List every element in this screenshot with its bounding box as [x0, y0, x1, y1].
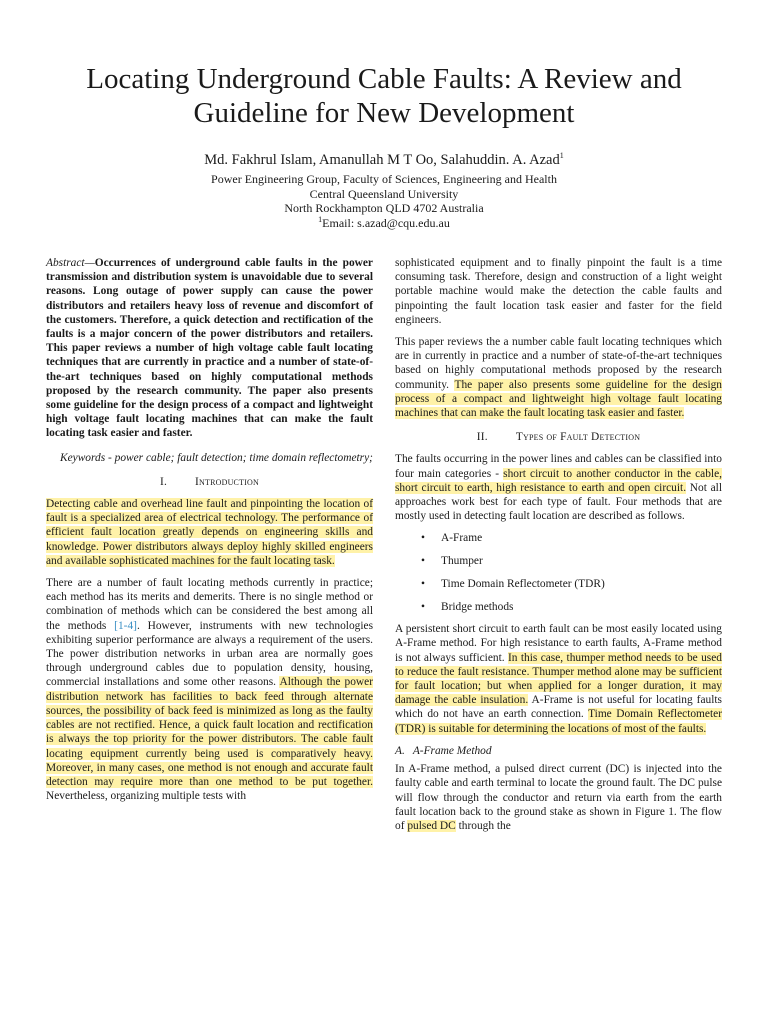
types-paragraph-2 [395, 622, 722, 736]
list-item-text: Time Domain Reflectometer (TDR) [441, 577, 605, 590]
highlighted-text: Detecting cable and overhead line fault and pinpointing the location of fault is a specialized area of electrical technology. The performance of efficient fault location greatly depends on engineering skills and knowledge. Power distributors always deploy highly skilled engineers and available sophisticated machines for the fault locating task. [46, 498, 373, 567]
email-text: Email: s.azad@cqu.edu.au [322, 215, 450, 230]
bullet: • [421, 555, 425, 568]
intro-p4-part-a: This paper reviews the a number cable fault locating techniques which are in currently in practice and a number of state-of-the-art techniques based on highly computational methods proposed by the research community. [395, 336, 722, 391]
section-number: II. [476, 431, 488, 444]
list-item [421, 531, 722, 545]
list-item [421, 600, 722, 614]
intro-p2-part-c: Nevertheless, organizing multiple tests with [46, 790, 247, 803]
subsection-title: A-Frame Method [412, 744, 492, 757]
affiliation-line-3: North Rockhampton QLD 4702 Australia [284, 201, 484, 215]
types-paragraph-1 [395, 452, 722, 523]
intro-paragraph-4 [395, 335, 722, 420]
aframe-paragraph-1 [395, 762, 722, 833]
intro-paragraph-3: sophisticated equipment and to finally pinpoint the fault is a time consuming task. Therefore, design and construction of a light weight portable machine would make the detection the cable faults and pinpointing the fault location task easier and faster for the field engineers. [395, 257, 722, 326]
bullet: • [421, 532, 425, 545]
author-list [0, 151, 768, 169]
types-p2-part-b: A-Frame is not useful for locating faults which do not have an earth connection. [395, 694, 722, 721]
types-p1-part-b: Not all approaches work best for each type of fault. Four methods that are mostly used in detecting fault location are described as follows. [395, 481, 722, 523]
list-item [421, 577, 722, 591]
subsection-heading-aframe [395, 744, 722, 758]
abstract-lead: Abstract— [46, 257, 95, 269]
highlighted-text: pulsed DC [407, 819, 456, 832]
abstract [46, 256, 373, 441]
intro-p2-part-a: There are a number of fault locating methods currently in practice; each method has its merits and demerits. There is no single method or combination of methods which can be considered the best among all the methods [46, 577, 373, 632]
section-number: I. [159, 475, 168, 488]
aframe-p1-part-a: In A-Frame method, a pulsed direct current (DC) is injected into the faulty cable and earth terminal to locate the ground fault. The DC pulse will flow through the conductor and return via earth from the earth fault location back to the ground stake as shown in Figure 1. The flow of [395, 763, 722, 832]
left-column [46, 256, 373, 811]
list-item-text: Bridge methods [441, 600, 514, 613]
citation-link[interactable]: [1-4] [114, 619, 137, 632]
highlighted-text: short circuit to another conductor in the cable, short circuit to earth, high resistance to earth and open circuit. [395, 467, 722, 494]
highlighted-text: Although the power distribution network has facilities to back feed through alternate sources, the possibility of back feed is minimized as long as the faulty cables are not rectified. Hence, a quick fault location and rectification is always the top priority for the power distributors. The cable fault locating equipment currently being used is comparatively heavy. Moreover, in many cases, one method is not enough and accurate fault detection may require more than one method to be put together. [46, 676, 374, 788]
list-item-text: A-Frame [441, 532, 483, 545]
aframe-p1-part-b: through the [455, 819, 511, 832]
bullet: • [421, 600, 425, 613]
right-column [395, 256, 722, 841]
affiliation-email [0, 216, 768, 231]
author-names: Md. Fakhrul Islam, Amanullah M T Oo, Salahuddin. A. Azad [204, 152, 560, 168]
list-item [421, 554, 722, 568]
abstract-text: Occurrences of underground cable faults in the power transmission and distribution system is unavoidable due to several reasons. Long outage of power supply can cause the power distributors and retailers heavy loss of revenue and discomfort of the customers. Therefore, a quick detection and rectification of the faults is a major concern of the power distributors and retailers. This paper reviews a number of high voltage cable fault locating techniques that are currently in practice and a number of state-of-the-art techniques based on highly computational methods proposed by the research community. The paper also presents some guideline for the design process of a compact and lightweight high voltage fault locating machines that can make the fault locating task easier and faster. [46, 257, 373, 440]
methods-list [395, 531, 722, 613]
author-superscript: 1 [559, 151, 564, 161]
paper-title: Locating Underground Cable Faults: A Review and Guideline for New Development [86, 63, 682, 129]
section-heading-types [395, 430, 722, 444]
section-heading-introduction [46, 475, 373, 489]
list-item-text: Thumper [441, 555, 483, 568]
section-title: Introduction [195, 475, 259, 488]
highlighted-text: The paper also presents some guideline for the design process of a compact and lightweight high voltage fault locating machines that can make the fault locating task easier and faster. [395, 378, 723, 420]
intro-paragraph-1 [46, 497, 373, 568]
email-superscript: 1 [318, 214, 323, 224]
types-p1-part-a: The faults occurring in the power lines and cables can be classified into four main categories - [395, 453, 722, 480]
highlighted-text: In this case, thumper method needs to be used to reduce the fault resistance. Thumper method alone may be sufficient for fault location; but when applied for a longer duration, it may damage the cable insulation. [395, 651, 722, 707]
keywords: Keywords - power cable; fault detection; time domain reflectometry; [60, 451, 373, 464]
affiliation-line-2: Central Queensland University [309, 186, 459, 201]
affiliation-block [0, 172, 768, 230]
section-title: Types of Fault Detection [515, 431, 641, 444]
subsection-number: A. [395, 744, 405, 757]
bullet: • [421, 577, 425, 590]
affiliation-line-1: Power Engineering Group, Faculty of Sciences, Engineering and Health [211, 172, 557, 186]
intro-paragraph-2 [46, 576, 373, 803]
intro-p2-part-b: . However, instruments with new technologies exhibiting superior performance are always a requirement of the users. The power distribution networks in urban area are normally goes through underground cables due to population density, housing, commercial installations and some other reasons. [46, 619, 373, 689]
types-p2-part-a: A persistent short circuit to earth fault can be most easily located using A-Frame method. For high resistance to earth faults, A-Frame method is not always sufficient. [395, 623, 722, 664]
highlighted-text: Time Domain Reflectometer (TDR) is suitable for determining the locations of most of the faults. [395, 708, 722, 735]
